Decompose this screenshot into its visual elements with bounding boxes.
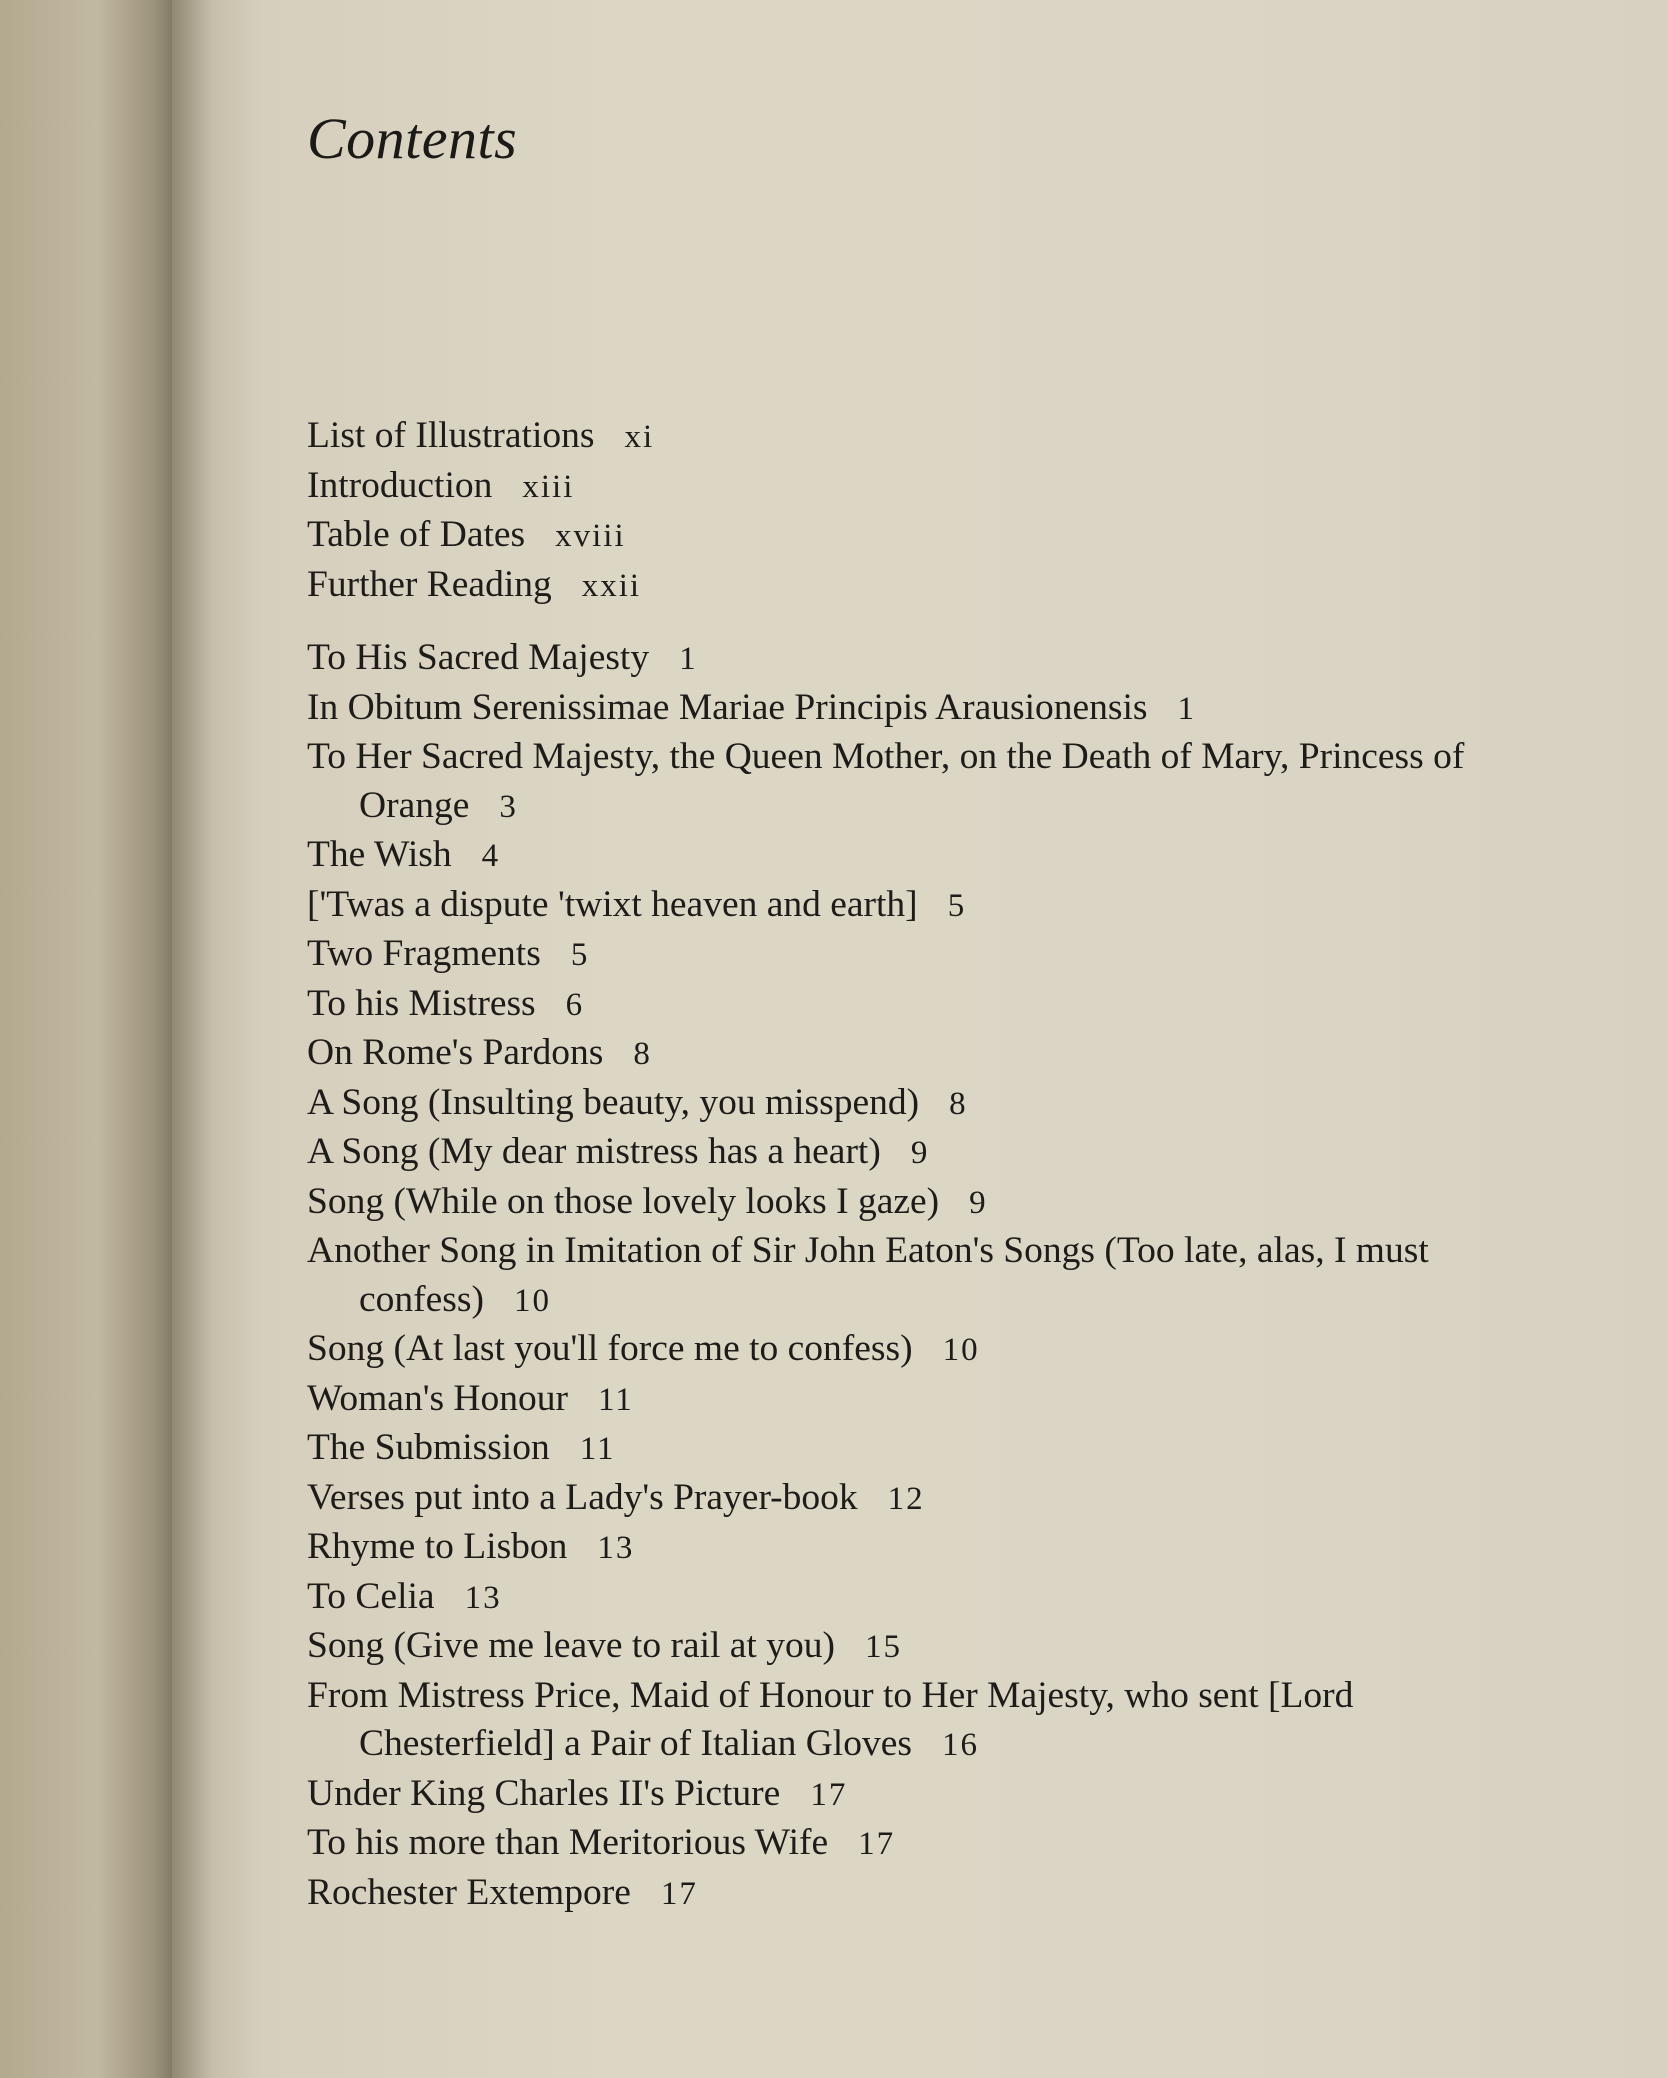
toc-entry-title: Under King Charles II's Picture — [307, 1772, 781, 1814]
toc-entry-title: To His Sacred Majesty — [307, 637, 650, 678]
toc-entry — [307, 980, 1507, 1030]
toc-entry-page: 11 — [598, 1381, 634, 1418]
toc-entry-title: To Her Sacred Majesty, the Queen Mother, on the Death of Mary, Princess of Orange — [307, 736, 1465, 826]
toc-entry — [307, 1672, 1507, 1770]
toc-entry-title: The Submission — [307, 1427, 550, 1468]
toc-entry — [307, 1424, 1507, 1474]
toc-entry — [307, 1573, 1507, 1623]
toc-entry-page: 12 — [887, 1480, 925, 1517]
toc-entry-page: 17 — [660, 1875, 698, 1912]
toc-entry-page: xviii — [555, 518, 626, 554]
toc-entry-title: Rochester Extempore — [307, 1871, 631, 1913]
toc-entry-title: Rhyme to Lisbon — [307, 1526, 568, 1567]
toc-entry-title: The Wish — [307, 834, 452, 875]
toc-entry — [307, 1770, 1507, 1820]
toc-entry-page: 15 — [864, 1629, 902, 1665]
toc-entry-title: Further Reading — [307, 563, 552, 605]
toc-entry — [307, 1079, 1507, 1129]
toc-entry-page: 5 — [570, 937, 590, 973]
toc-entry-page: 8 — [633, 1036, 652, 1072]
toc-entry-title: On Rome's Pardons — [307, 1032, 604, 1073]
toc-entry-page: 8 — [949, 1085, 968, 1122]
toc-entry — [307, 684, 1507, 734]
toc-entry — [307, 561, 1507, 611]
toc-entry-title: To his more than Meritorious Wife — [307, 1822, 829, 1863]
toc-entry — [307, 1869, 1507, 1919]
toc-entry-title: Song (While on those lovely looks I gaze) — [307, 1180, 940, 1222]
toc-entry-page: 13 — [597, 1530, 635, 1566]
toc-entry-title: Song (At last you'll force me to confess) — [307, 1328, 913, 1369]
toc-entry-title: Introduction — [307, 464, 493, 506]
toc-entry-title: A Song (Insulting beauty, you misspend) — [307, 1081, 920, 1123]
toc-entry-page: 13 — [464, 1579, 502, 1616]
toc-entry-page: xiii — [522, 468, 575, 505]
toc-entry-title: List of Illustrations — [307, 415, 595, 456]
book-gutter — [0, 0, 175, 2078]
toc-entry — [307, 634, 1507, 684]
toc-entry — [307, 1523, 1507, 1573]
toc-entry — [307, 1819, 1507, 1869]
toc-entry-title: In Obitum Serenissimae Mariae Principis Arausionensis — [307, 686, 1148, 728]
page-title: Contents — [307, 106, 518, 171]
toc-entry — [307, 1178, 1507, 1228]
toc-entry — [307, 511, 1507, 561]
toc-entry — [307, 1622, 1507, 1672]
toc-entry — [307, 1227, 1507, 1325]
toc-entry-title: To his Mistress — [307, 982, 536, 1024]
toc-entry-page: 1 — [679, 641, 698, 677]
toc-entry-page: 9 — [969, 1184, 988, 1221]
toc-entry-title: To Celia — [307, 1575, 435, 1617]
toc-entry — [307, 462, 1507, 512]
toc-entry-title: A Song (My dear mistress has a heart) — [307, 1131, 881, 1172]
toc-entry — [307, 881, 1507, 931]
toc-entry-page: 11 — [579, 1431, 616, 1467]
toc-entry-title: Two Fragments — [307, 933, 541, 974]
toc-entry-title: Another Song in Imitation of Sir John Eaton's Songs (Too late, alas, I must confess) — [307, 1230, 1429, 1320]
toc-entry-page: 10 — [513, 1282, 551, 1319]
toc-entry — [307, 733, 1507, 831]
toc-entry — [307, 831, 1507, 881]
toc-entry — [307, 1375, 1507, 1425]
toc-entry-page: xi — [624, 419, 655, 455]
toc-entry-title: Verses put into a Lady's Prayer-book — [307, 1476, 858, 1518]
toc-entry-title: Woman's Honour — [307, 1377, 568, 1419]
toc-entry-title: Song (Give me leave to rail at you) — [307, 1625, 835, 1666]
toc-entry-page: 16 — [941, 1727, 979, 1763]
toc-entry — [307, 412, 1507, 462]
toc-entry-title: ['Twas a dispute 'twixt heaven and earth] — [307, 883, 918, 925]
table-of-contents — [307, 412, 1507, 1918]
toc-entry — [307, 1128, 1507, 1178]
toc-entry-title: Table of Dates — [307, 514, 526, 555]
page-gutter-shadow — [172, 0, 212, 2078]
toc-entry — [307, 1029, 1507, 1079]
toc-entry-page: 17 — [810, 1776, 848, 1813]
toc-entry-page: 17 — [858, 1826, 896, 1862]
toc-entry-page: 9 — [910, 1135, 930, 1171]
toc-entry-page: 6 — [565, 986, 585, 1023]
toc-entry-page: 1 — [1177, 690, 1196, 727]
toc-entry-page: xxii — [581, 567, 642, 604]
toc-entry-title: From Mistress Price, Maid of Honour to Her Majesty, who sent [Lord Chesterfield] a Pair of Italian Gloves — [307, 1674, 1354, 1764]
toc-entry-page: 5 — [947, 887, 967, 924]
toc-entry — [307, 1474, 1507, 1524]
toc-entry-page: 4 — [481, 838, 501, 874]
toc-entry-page: 3 — [499, 788, 518, 825]
toc-entry — [307, 930, 1507, 980]
toc-entry-page: 10 — [942, 1332, 980, 1368]
toc-entry — [307, 1325, 1507, 1375]
